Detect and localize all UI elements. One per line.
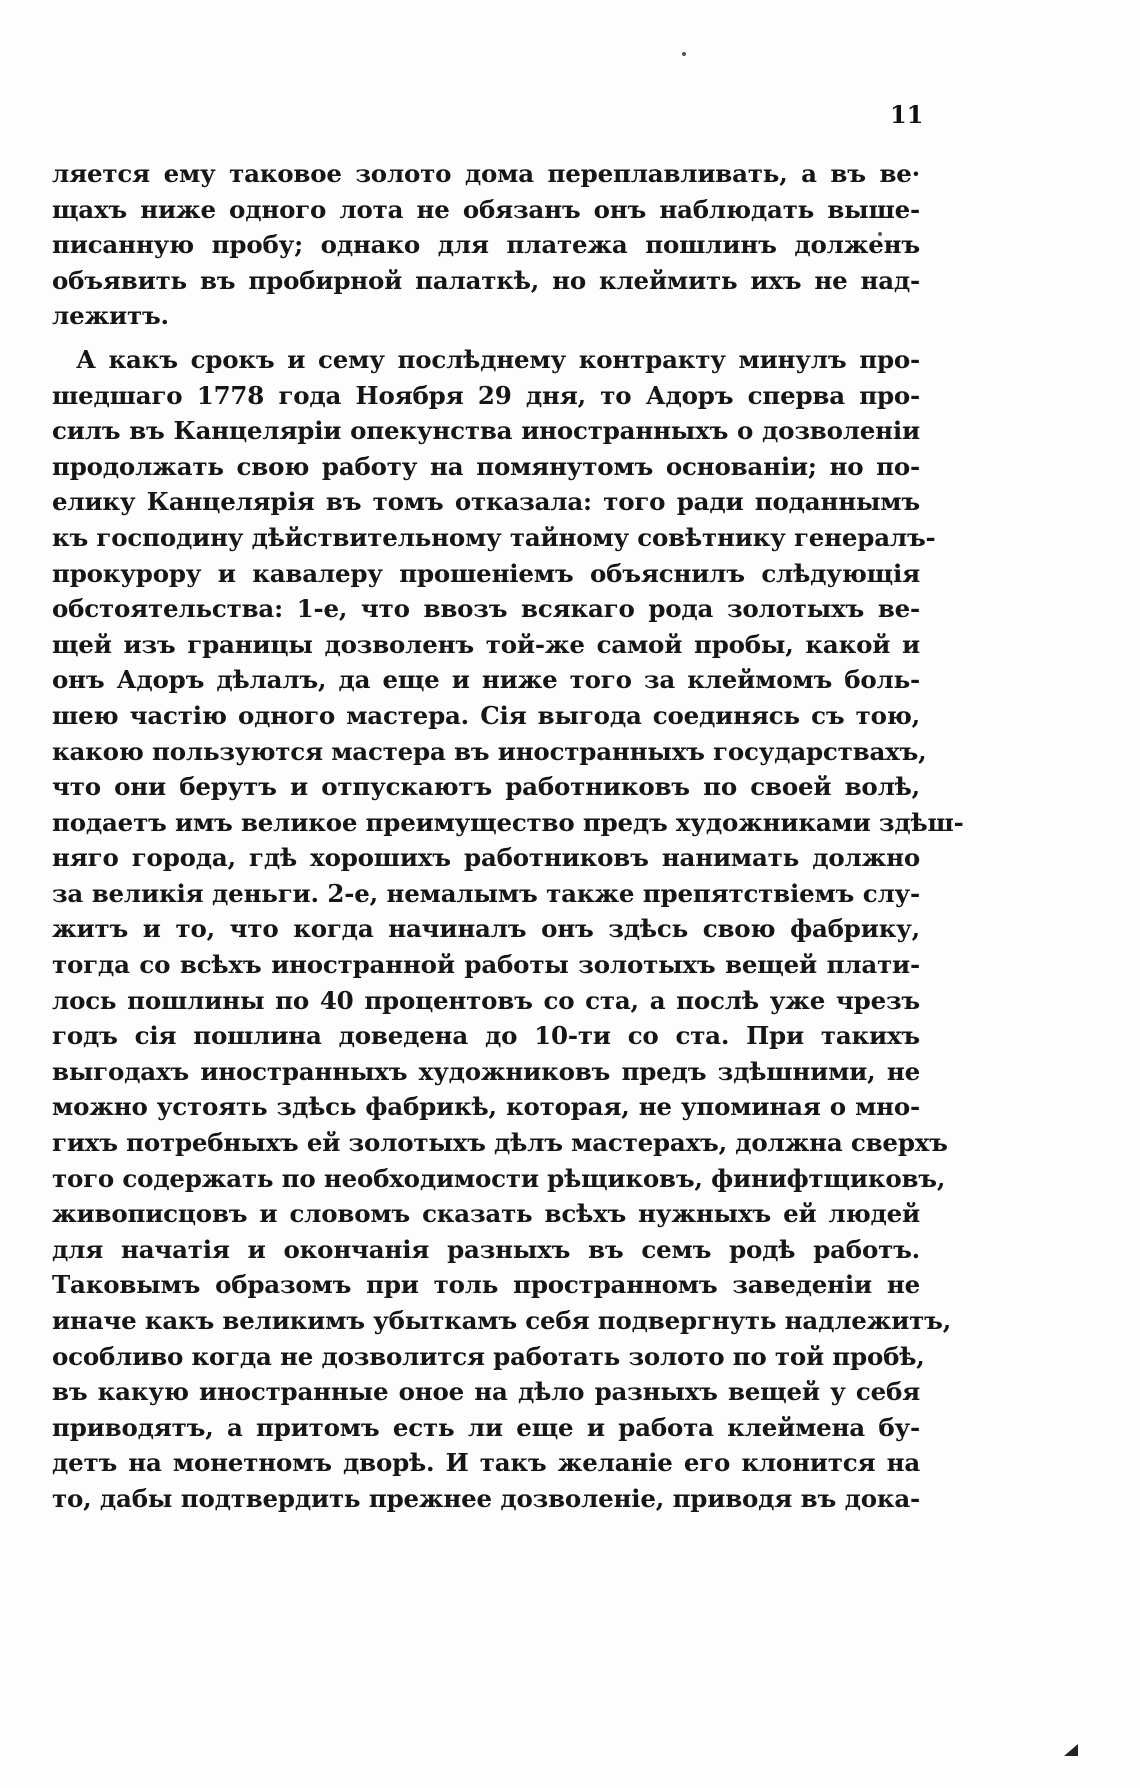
text-line: продолжать свою работу на помянутомъ основаніи; но по- xyxy=(52,451,920,481)
text-line: обстоятельства: 1-е, что ввозъ всякаго рода золотыхъ ве- xyxy=(52,594,920,624)
text-line: живописцовъ и словомъ сказать всѣхъ нужныхъ ей людей xyxy=(52,1199,920,1229)
text-line: лось пошлины по 40 процентовъ со ста, а послѣ уже чрезъ xyxy=(52,985,920,1015)
text-line: подаетъ имъ великое преимущество предъ художниками здѣш- xyxy=(52,807,964,837)
text-line: годъ сія пошлина доведена до 10-ти со ста. При такихъ xyxy=(52,1021,920,1051)
text-line: гихъ потребныхъ ей золотыхъ дѣлъ мастерахъ, должна сверхъ xyxy=(52,1128,948,1158)
text-line: приводятъ, а притомъ есть ли еще и работа клеймена бу- xyxy=(52,1412,920,1442)
text-line: житъ и то, что когда начиналъ онъ здѣсь свою фабрику, xyxy=(52,914,920,944)
text-line: къ господину дѣйствительному тайному совѣтнику генералъ- xyxy=(52,522,936,552)
scan-corner-mark-icon xyxy=(1064,1744,1078,1756)
paragraph-start-line: А какъ срокъ и сему послѣднему контракту минулъ про- xyxy=(76,344,920,374)
scan-speck xyxy=(682,52,686,56)
text-line: ляется ему таковое золото дома переплавливать, а въ ве· xyxy=(52,159,920,188)
text-line: что они берутъ и отпускаютъ работниковъ по своей волѣ, xyxy=(52,772,920,802)
text-line: для начатія и окончанія разныхъ въ семъ родѣ работъ. xyxy=(52,1234,920,1264)
text-line: няго города, гдѣ хорошихъ работниковъ нанимать должно xyxy=(52,843,920,873)
body-text xyxy=(52,156,964,1517)
text-line: шею частію одного мастера. Сія выгода соединясь съ тою, xyxy=(52,700,920,730)
text-line: силъ въ Канцеляріи опекунства иностранныхъ о дозволеніи xyxy=(52,416,920,446)
text-line: онъ Адоръ дѣлалъ, да еще и ниже того за клеймомъ боль- xyxy=(52,665,920,695)
text-line: можно устоять здѣсь фабрикѣ, которая, не упоминая о мно- xyxy=(52,1092,920,1122)
text-line: писанную пробу; однако для платежа пошлинъ долженъ xyxy=(52,230,920,260)
text-line: за великія деньги. 2-е, немалымъ также препятствіемъ слу- xyxy=(52,878,920,908)
text-line: объявить въ пробирной палаткѣ, но клеймить ихъ не над- xyxy=(52,265,920,295)
text-line: щахъ ниже одного лота не обязанъ онъ наблюдать выше- xyxy=(52,194,920,224)
text-line: выгодахъ иностранныхъ художниковъ предъ здѣшними, не xyxy=(52,1056,920,1086)
text-line: то, дабы подтвердить прежнее дозволеніе, приводя въ дока- xyxy=(52,1483,920,1513)
text-line: особливо когда не дозволится работать золото по той пробѣ, xyxy=(52,1341,925,1371)
text-line: тогда со всѣхъ иностранной работы золотыхъ вещей плати- xyxy=(52,950,920,980)
text-line: детъ на монетномъ дворѣ. И такъ желаніе его клонится на xyxy=(52,1448,920,1478)
text-line: лежитъ. xyxy=(52,301,169,331)
text-line: какою пользуются мастера въ иностранныхъ государствахъ, xyxy=(52,736,927,766)
text-line: въ какую иностранные оное на дѣло разныхъ вещей у себя xyxy=(52,1377,920,1407)
text-line: прокурору и кавалеру прошеніемъ объяснилъ слѣдующія xyxy=(52,558,920,588)
page-number: 11 xyxy=(890,100,924,129)
text-line: шедшаго 1778 года Ноября 29 дня, то Адоръ сперва про- xyxy=(52,380,920,410)
text-line: иначе какъ великимъ убыткамъ себя подвергнуть надлежитъ, xyxy=(52,1306,952,1335)
text-line: Таковымъ образомъ при толь пространномъ заведеніи не xyxy=(52,1270,920,1300)
text-line: елику Канцелярія въ томъ отказала: того ради поданнымъ xyxy=(52,487,920,517)
text-line: того содержать по необходимости рѣщиковъ, финифтщиковъ, xyxy=(52,1163,946,1193)
text-line: щей изъ границы дозволенъ той-же самой пробы, какой и xyxy=(52,629,920,659)
